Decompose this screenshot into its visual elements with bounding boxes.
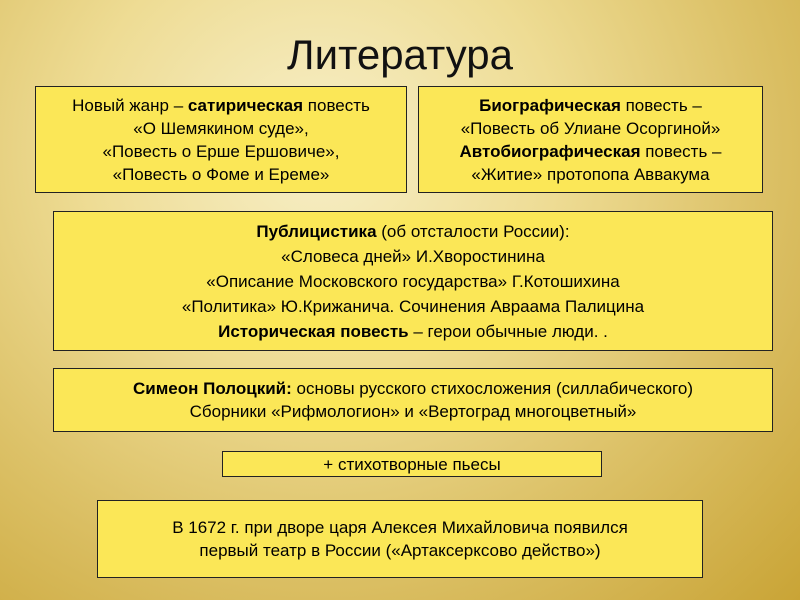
first-theatre-box (97, 500, 703, 578)
biographical-story-box (418, 86, 763, 193)
text-span: (об отсталости России): (376, 221, 570, 241)
text-span: основы русского стихосложения (силлабического) (291, 379, 694, 398)
box-line (423, 140, 758, 163)
box-line: «О Шемякином суде», (133, 118, 309, 138)
box-line: «Описание Московского государства» Г.Котошихина (206, 271, 620, 291)
box-line: первый театр в России («Артаксерксово действо») (199, 541, 601, 560)
slide-title: Литература (287, 31, 513, 78)
box-line: Сборники «Рифмологион» и «Вертоград многоцветный» (189, 402, 637, 421)
satirical-story-box (35, 86, 407, 193)
publicism-box (53, 211, 773, 351)
bold-text: Симеон Полоцкий: (132, 379, 292, 398)
box-line (423, 94, 758, 117)
text-span: повесть – (620, 95, 702, 115)
box-line: «Словеса дней» И.Хворостинина (281, 246, 545, 266)
poetic-plays-box (222, 451, 602, 477)
box-line: «Политика» Ю.Крижанича. Сочинения Авраама Палицина (181, 296, 645, 316)
text-span: повесть – (640, 141, 722, 161)
box-line: «Повесть о Ерше Ершовиче», (102, 141, 340, 161)
simeon-polotsky-box (53, 368, 773, 432)
text-span: Новый жанр – (72, 95, 188, 115)
bold-text: Публицистика (256, 221, 377, 241)
box-line: + стихотворные пьесы (323, 454, 501, 474)
box-line (58, 219, 768, 244)
bold-text: Историческая повесть (218, 321, 409, 341)
box-line: «Повесть о Фоме и Ереме» (112, 164, 330, 184)
bold-text: Биографическая (479, 95, 621, 115)
bold-text: Автобиографическая (459, 141, 641, 161)
box-line: «Повесть об Улиане Осоргиной» (460, 118, 721, 138)
text-span: повесть (303, 95, 370, 115)
box-line: В 1672 г. при дворе царя Алексея Михайловича появился (172, 518, 628, 537)
box-line: «Житие» протопопа Аввакума (471, 164, 710, 184)
box-line (58, 319, 768, 344)
box-line (40, 94, 402, 117)
box-line (58, 377, 768, 400)
text-span: – герои обычные люди. . (408, 321, 608, 341)
bold-text: сатирическая (187, 95, 304, 115)
